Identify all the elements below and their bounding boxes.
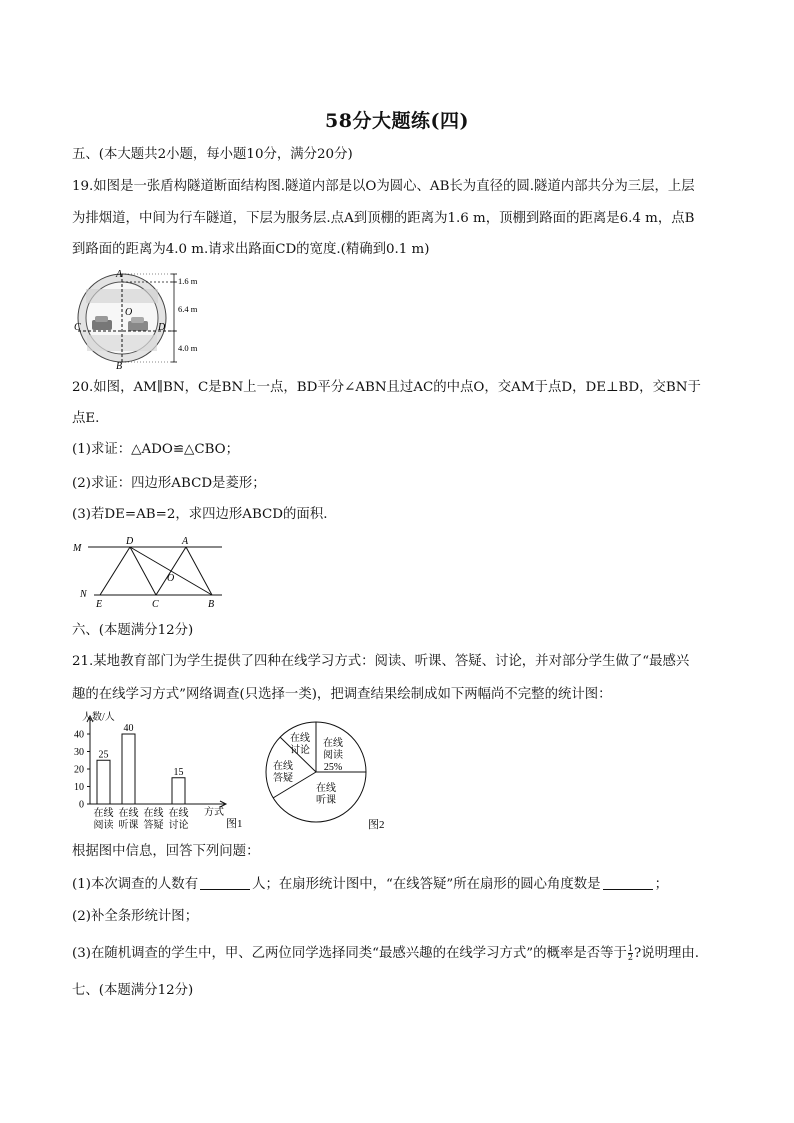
dim-label-6-4: 6.4 m (178, 304, 198, 314)
svg-text:阅读: 阅读 (323, 750, 343, 761)
svg-text:在线: 在线 (290, 733, 310, 744)
bar-y-tick-label: 30 (74, 747, 84, 758)
fraction-numerator: 1 (627, 944, 633, 953)
bar-y-tick-label: 0 (79, 799, 84, 811)
q21-part-1-text-c: ； (654, 877, 668, 892)
bar (122, 734, 135, 804)
svg-text:在线: 在线 (323, 738, 343, 749)
bar-category-label: 阅读 (93, 820, 114, 831)
point-o-label: O (167, 573, 175, 584)
svg-text:在线: 在线 (316, 783, 336, 794)
q21-part-3-text-a: (3)在随机调查的学生中，甲、乙两位同学选择同类“最感兴趣的在线学习方式”的概率是否等于 (72, 946, 627, 961)
bar-category-label: 在线 (93, 808, 114, 819)
q21-part-2: (2)补全条形统计图； (72, 909, 199, 924)
pie-chart (260, 720, 410, 834)
pie-label-discussion (290, 731, 310, 756)
svg-text:25%: 25% (323, 762, 343, 773)
point-a-label: A (182, 536, 189, 547)
rhombus-figure (70, 534, 230, 610)
q21-part-3 (72, 945, 699, 963)
svg-text:答疑: 答疑 (273, 773, 293, 784)
bar-chart (68, 708, 258, 834)
section-6-heading: 六、(本题满分12分) (72, 623, 194, 638)
point-e-label: E (96, 599, 103, 610)
q20-part-3: (3)若DE=AB=2，求四边形ABCD的面积. (72, 507, 328, 522)
q21-line-1: 21.某地教育部门为学生提供了四种在线学习方式：阅读、听课、答疑、讨论，并对部分学生做了“最感兴 (72, 654, 690, 669)
q21-part-1-text-b: 人；在扇形统计图中，“在线答疑”所在扇形的圆心角度数是 (252, 877, 601, 892)
bar-x-axis-label: 方式 (204, 807, 224, 818)
q21-part-1-text-a: (1)本次调查的人数有 (72, 877, 199, 892)
q21-line-2: 趣的在线学习方式”网络调查(只选择一类)，把调查结果绘制成如下两幅尚不完整的统计图： (72, 687, 612, 702)
bar-category-label: 在线 (168, 808, 189, 819)
bar (172, 778, 185, 804)
fraction-one-half (628, 945, 633, 962)
bar-chart-caption: 图1 (226, 818, 243, 830)
bar-category-label: 答疑 (143, 820, 164, 831)
section-5-heading: 五、(本大题共2小题，每小题10分，满分20分) (72, 147, 353, 162)
point-a-label: A (116, 269, 123, 280)
point-c-label: C (74, 322, 81, 333)
bar-value-label: 25 (98, 749, 109, 761)
svg-text:在线: 在线 (273, 761, 293, 772)
page-title: 58分大题练(四) (325, 110, 469, 132)
q20-line-2: 点E. (72, 411, 100, 426)
bar-value-label: 40 (123, 723, 134, 734)
point-d-label: D (126, 536, 134, 547)
section-7-heading: 七、(本题满分12分) (72, 983, 194, 998)
point-b-label: B (116, 361, 123, 371)
bar (97, 760, 110, 804)
q19-line-3: 到路面的距离为4.0 m.请求出路面CD的宽度.(精确到0.1 m) (72, 242, 430, 257)
point-m-label: M (73, 543, 82, 554)
q20-part-2: (2)求证：四边形ABCD是菱形； (72, 476, 266, 491)
q21-part-3-text-b: ?说明理由. (634, 946, 699, 961)
point-o-label: O (125, 307, 133, 318)
bar-category-label: 讨论 (168, 820, 189, 831)
answer-blank-count[interactable] (200, 876, 250, 890)
dim-label-1-6: 1.6 m (178, 276, 198, 286)
tunnel-figure (70, 265, 220, 371)
point-n-label: N (80, 589, 87, 600)
fraction-denominator: 2 (627, 953, 633, 962)
pie-chart-caption: 图2 (368, 819, 385, 831)
svg-text:讨论: 讨论 (290, 745, 310, 756)
pie-label-reading (323, 736, 343, 773)
bar-y-tick-label: 10 (74, 782, 84, 793)
q21-part-1 (72, 876, 668, 894)
bar-category-label: 听课 (118, 820, 139, 831)
answer-blank-angle[interactable] (603, 876, 653, 890)
q19-line-1: 19.如图是一张盾构隧道断面结构图.隧道内部是以O为圆心、AB长为直径的圆.隧道内部共分为三层，上层 (72, 179, 695, 194)
questions-intro: 根据图中信息，回答下列问题： (72, 844, 260, 859)
bar-category-label: 在线 (143, 808, 164, 819)
point-b-label: B (208, 599, 215, 610)
dim-label-4-0: 4.0 m (178, 343, 198, 353)
q20-part-1: (1)求证：△ADO≌△CBO； (72, 442, 240, 457)
pie-label-qa (273, 759, 293, 784)
bar-y-axis-label: 人数/人 (82, 712, 115, 723)
bar-y-tick-label: 40 (74, 729, 84, 741)
pie-label-lecture (316, 781, 336, 806)
q19-line-2: 为排烟道，中间为行车隧道，下层为服务层.点A到顶棚的距离为1.6 m，顶棚到路面的距离是6.4 m，点B (72, 211, 695, 226)
svg-text:听课: 听课 (316, 795, 336, 806)
bar-category-label: 在线 (118, 808, 139, 819)
bar-value-label: 15 (173, 766, 184, 778)
point-d-label: D (158, 322, 166, 333)
point-c-label: C (152, 599, 159, 610)
bar-y-tick-label: 20 (74, 764, 84, 776)
q20-line-1: 20.如图，AM∥BN，C是BN上一点，BD平分∠ABN且过AC的中点O，交AM于点D，DE⊥BD，交BN于 (72, 380, 701, 395)
